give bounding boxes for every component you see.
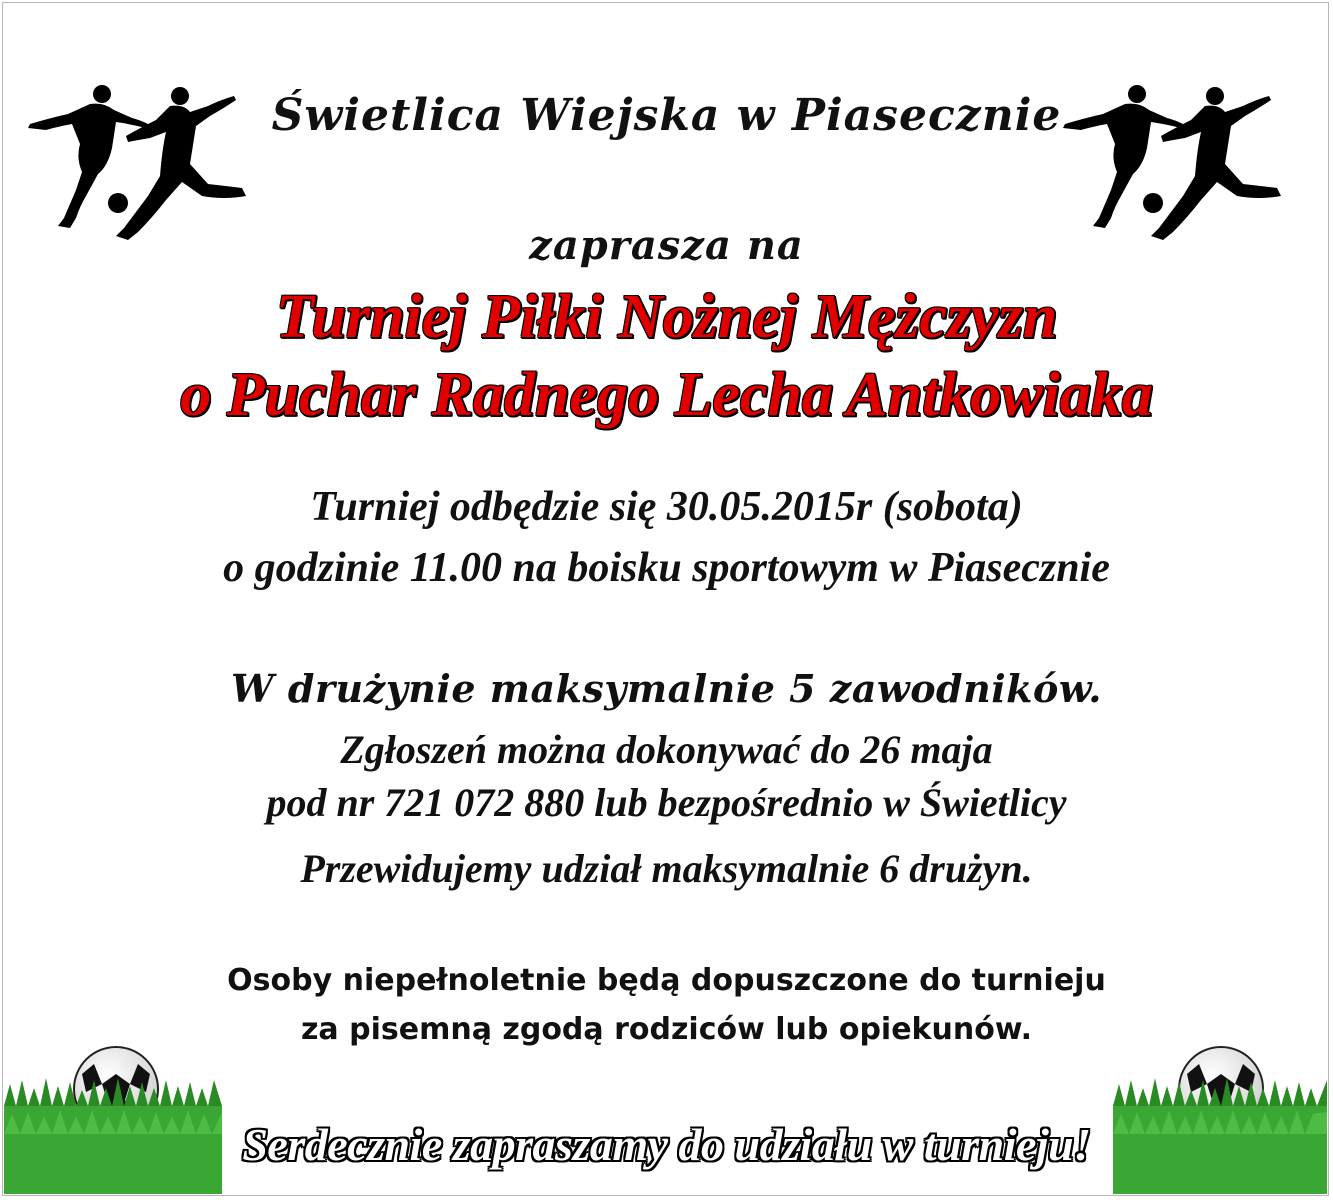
registration-deadline: Zgłoszeń można dokonywać do 26 maja xyxy=(340,727,993,772)
closing-invitation: Serdecznie zapraszamy do udziału w turnieju! xyxy=(242,1119,1091,1170)
event-time-location: o godzinie 11.00 na boisku sportowym w Piasecznie xyxy=(223,545,1110,591)
event-title-line-1: Turniej Piłki Nożnej Mężczyzn xyxy=(275,283,1058,351)
registration-contact: pod nr 721 072 880 lub bezpośrednio w Świetlicy xyxy=(266,780,1067,825)
minors-notice-line-1: Osoby niepełnoletnie będą dopuszczone do turnieju xyxy=(227,963,1106,998)
max-teams-rule: Przewidujemy udział maksymalnie 6 drużyn. xyxy=(300,846,1033,891)
team-size-rule: W drużynie maksymalnie 5 zawodników. xyxy=(231,666,1102,711)
minors-notice-line-2: za pisemną zgodą rodziców lub opiekunów. xyxy=(300,1012,1033,1047)
invite-text: zaprasza na xyxy=(529,222,804,269)
event-title-line-2: o Puchar Radnego Lecha Antkowiaka xyxy=(180,361,1153,429)
event-date: Turniej odbędzie się 30.05.2015r (sobota) xyxy=(310,484,1023,530)
organizer-heading: Świetlica Wiejska w Piasecznie xyxy=(271,90,1062,141)
